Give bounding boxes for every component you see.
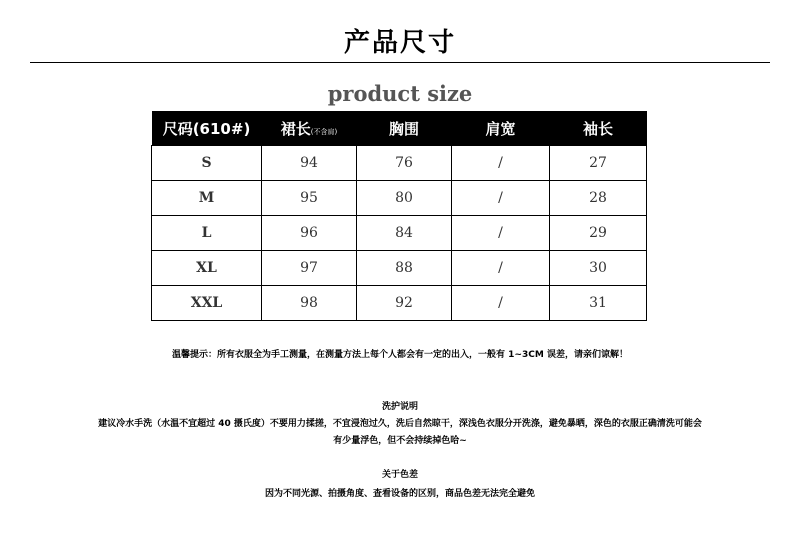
size-cell: L — [152, 216, 262, 251]
color-difference-text: 因为不同光源、拍摄角度、查看设备的区别，商品色差无法完全避免 — [264, 489, 535, 499]
table-row — [152, 286, 647, 321]
bust-cell: 84 — [357, 216, 452, 251]
wash-instructions-text — [10, 416, 790, 450]
size-cell: S — [152, 146, 262, 181]
column-header-length: 裙长(不含肩) — [262, 111, 357, 146]
column-header-length-note: (不含肩) — [310, 127, 338, 136]
length-cell: 97 — [262, 251, 357, 286]
shoulder-cell: / — [452, 251, 550, 286]
bust-cell: 76 — [357, 146, 452, 181]
bust-cell: 80 — [357, 181, 452, 216]
wash-instructions-line: 建议冷水手洗（水温不宜超过 40 摄氏度）不要用力揉搓，不宜浸泡过久，洗后自然晾干，深浅色衣服分开洗涤，避免暴晒，深色的衣服正确清洗可能会 — [98, 419, 702, 429]
table-header-row — [152, 111, 647, 146]
wash-instructions-heading: 洗护说明 — [381, 402, 418, 412]
sleeve-cell: 30 — [550, 251, 647, 286]
sleeve-cell: 28 — [550, 181, 647, 216]
table-row — [152, 251, 647, 286]
page-subtitle: product size — [327, 81, 473, 106]
sleeve-cell: 31 — [550, 286, 647, 321]
table-row — [152, 216, 647, 251]
wash-instructions-line: 有少量浮色，但不会持续掉色哈~ — [333, 436, 467, 446]
measurement-tip: 温馨提示：所有衣服全为手工测量，在测量方法上每个人都会有一定的出入，一般有 1~3CM 误差，请亲们谅解！ — [172, 350, 628, 360]
bust-cell: 88 — [357, 251, 452, 286]
shoulder-cell: / — [452, 286, 550, 321]
sleeve-cell: 27 — [550, 146, 647, 181]
bust-cell: 92 — [357, 286, 452, 321]
column-header-bust: 胸围 — [357, 111, 452, 146]
column-header-shoulder: 肩宽 — [452, 111, 550, 146]
table-row — [152, 146, 647, 181]
sleeve-cell: 29 — [550, 216, 647, 251]
size-cell: XXL — [152, 286, 262, 321]
length-cell: 98 — [262, 286, 357, 321]
length-cell: 94 — [262, 146, 357, 181]
size-table — [151, 111, 647, 321]
length-cell: 95 — [262, 181, 357, 216]
shoulder-cell: / — [452, 216, 550, 251]
size-cell: M — [152, 181, 262, 216]
title-divider — [30, 62, 770, 63]
length-cell: 96 — [262, 216, 357, 251]
shoulder-cell: / — [452, 181, 550, 216]
column-header-sleeve: 袖长 — [550, 111, 647, 146]
color-difference-heading: 关于色差 — [381, 470, 418, 480]
table-row — [152, 181, 647, 216]
size-cell: XL — [152, 251, 262, 286]
shoulder-cell: / — [452, 146, 550, 181]
page-title: 产品尺寸 — [343, 28, 456, 58]
column-header-size: 尺码(610#) — [152, 111, 262, 146]
